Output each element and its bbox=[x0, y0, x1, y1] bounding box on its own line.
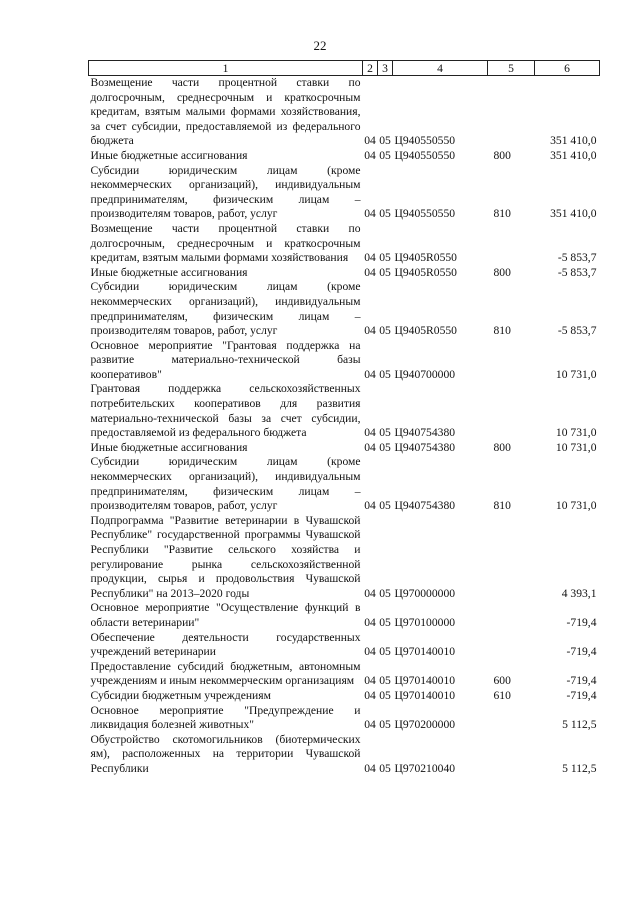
row-section-code: 04 bbox=[364, 426, 376, 440]
table-row bbox=[89, 689, 600, 704]
row-expense-type bbox=[488, 631, 535, 660]
row-amount: 10 731,0 bbox=[555, 426, 597, 440]
table-row bbox=[89, 455, 600, 513]
row-subsection-code: 05 bbox=[379, 148, 391, 162]
header-col-4: 4 bbox=[393, 61, 488, 76]
row-section-code: 04 bbox=[364, 645, 376, 659]
row-target-article: Ц970140010 bbox=[394, 674, 456, 688]
table-row bbox=[89, 631, 600, 660]
row-name: Возмещение части процентной ставки по долгосрочным, среднесрочным и краткосрочным кредитам, взятым малыми формами хозяйствования bbox=[90, 221, 361, 265]
row-subsection-code: 05 bbox=[379, 645, 391, 659]
row-subsection-code: 05 bbox=[379, 207, 391, 221]
row-section-code: 04 bbox=[364, 586, 376, 600]
row-target-article: Ц970200000 bbox=[394, 718, 456, 732]
row-target-article: Ц9405R0550 bbox=[394, 251, 457, 265]
table-row bbox=[89, 280, 600, 338]
row-target-article: Ц940754380 bbox=[394, 499, 456, 513]
row-target-article: Ц970000000 bbox=[394, 586, 456, 600]
row-expense-type bbox=[488, 601, 535, 630]
row-section-code: 04 bbox=[364, 674, 376, 688]
row-expense-type: 800 bbox=[493, 440, 511, 454]
table-row bbox=[89, 704, 600, 733]
row-subsection-code: 05 bbox=[379, 615, 391, 629]
row-subsection-code: 05 bbox=[379, 440, 391, 454]
row-name: Основное мероприятие "Грантовая поддержка на развитие материально-технической базы кооперативов" bbox=[90, 338, 361, 381]
row-target-article: Ц9405R0550 bbox=[394, 324, 457, 338]
row-expense-type bbox=[488, 704, 535, 733]
row-subsection-code: 05 bbox=[379, 586, 391, 600]
row-section-code: 04 bbox=[364, 718, 376, 732]
row-amount: 351 410,0 bbox=[550, 134, 597, 148]
row-target-article: Ц940550550 bbox=[394, 148, 456, 162]
row-name: Иные бюджетные ассигнования bbox=[90, 440, 248, 454]
header-col-2: 2 bbox=[363, 61, 378, 76]
row-expense-type bbox=[488, 382, 535, 440]
row-amount: 351 410,0 bbox=[550, 207, 597, 221]
row-subsection-code: 05 bbox=[379, 324, 391, 338]
row-section-code: 04 bbox=[364, 265, 376, 279]
table-row bbox=[89, 660, 600, 689]
row-section-code: 04 bbox=[364, 367, 376, 381]
table-body bbox=[89, 76, 600, 777]
row-section-code: 04 bbox=[364, 148, 376, 162]
row-target-article: Ц970140010 bbox=[394, 688, 456, 702]
row-name: Основное мероприятие "Предупреждение и ликвидация болезней животных" bbox=[90, 703, 361, 732]
row-amount: 10 731,0 bbox=[555, 367, 597, 381]
row-subsection-code: 05 bbox=[379, 718, 391, 732]
row-name: Основное мероприятие "Осуществление функций в области ветеринарии" bbox=[90, 601, 361, 629]
row-expense-type: 600 bbox=[493, 674, 511, 688]
table-row bbox=[89, 339, 600, 383]
row-amount: 5 112,5 bbox=[562, 718, 597, 732]
row-expense-type: 810 bbox=[493, 499, 511, 513]
row-subsection-code: 05 bbox=[379, 426, 391, 440]
table-row bbox=[89, 149, 600, 164]
row-name: Предоставление субсидий бюджетным, автономным учреждениям и иным некоммерческим организациям bbox=[90, 659, 361, 688]
header-col-1: 1 bbox=[89, 61, 363, 76]
row-amount: -719,4 bbox=[566, 688, 597, 702]
row-name: Иные бюджетные ассигнования bbox=[90, 148, 248, 162]
row-subsection-code: 05 bbox=[379, 761, 391, 775]
row-expense-type bbox=[488, 733, 535, 777]
row-subsection-code: 05 bbox=[379, 251, 391, 265]
row-target-article: Ц9405R0550 bbox=[394, 265, 457, 279]
row-amount: 351 410,0 bbox=[550, 148, 597, 162]
row-amount: -719,4 bbox=[566, 645, 597, 659]
row-expense-type: 810 bbox=[493, 207, 511, 221]
row-section-code: 04 bbox=[364, 251, 376, 265]
row-expense-type bbox=[488, 514, 535, 602]
row-expense-type: 610 bbox=[493, 688, 511, 702]
row-section-code: 04 bbox=[364, 440, 376, 454]
row-subsection-code: 05 bbox=[379, 134, 391, 148]
table-row bbox=[89, 514, 600, 602]
row-target-article: Ц970210040 bbox=[394, 761, 456, 775]
header-col-6: 6 bbox=[535, 61, 600, 76]
header-col-3: 3 bbox=[378, 61, 393, 76]
row-expense-type bbox=[488, 76, 535, 149]
row-name: Субсидии юридическим лицам (кроме некоммерческих организаций), индивидуальным предпринимателям, физическим лицам – производителям товаров, работ, услуг bbox=[90, 455, 361, 513]
row-target-article: Ц940754380 bbox=[394, 426, 456, 440]
row-target-article: Ц940754380 bbox=[394, 440, 456, 454]
row-subsection-code: 05 bbox=[379, 367, 391, 381]
table-row bbox=[89, 382, 600, 440]
row-name: Обустройство скотомогильников (биотермических ям), расположенных на территории Чувашской Республики bbox=[90, 732, 361, 775]
row-amount: -5 853,7 bbox=[557, 265, 597, 279]
row-amount: 5 112,5 bbox=[562, 761, 597, 775]
row-amount: -5 853,7 bbox=[557, 324, 597, 338]
table-row bbox=[89, 76, 600, 149]
row-section-code: 04 bbox=[364, 207, 376, 221]
row-name: Субсидии юридическим лицам (кроме некоммерческих организаций), индивидуальным предпринимателям, физическим лицам – производителям товаров, работ, услуг bbox=[90, 280, 361, 338]
row-amount: -719,4 bbox=[566, 674, 597, 688]
row-expense-type: 810 bbox=[493, 324, 511, 338]
row-section-code: 04 bbox=[364, 499, 376, 513]
row-subsection-code: 05 bbox=[379, 674, 391, 688]
row-expense-type: 800 bbox=[493, 265, 511, 279]
row-subsection-code: 05 bbox=[379, 265, 391, 279]
row-name: Грантовая поддержка сельскохозяйственных потребительских кооперативов для развития материально-технической базы за счет субсидии, предоставляемой из федерального бюджета bbox=[90, 382, 361, 440]
row-target-article: Ц940550550 bbox=[394, 134, 456, 148]
row-target-article: Ц970140010 bbox=[394, 645, 456, 659]
budget-table bbox=[88, 60, 600, 777]
row-section-code: 04 bbox=[364, 688, 376, 702]
row-name: Возмещение части процентной ставки по долгосрочным, среднесрочным и краткосрочным кредитам, взятым малыми формами хозяйствования, за счет субсидии, предоставляемой из федерального бюджета bbox=[90, 76, 361, 148]
row-amount: -719,4 bbox=[566, 615, 597, 629]
header-col-5: 5 bbox=[488, 61, 535, 76]
row-section-code: 04 bbox=[364, 761, 376, 775]
row-amount: 10 731,0 bbox=[555, 499, 597, 513]
row-name: Иные бюджетные ассигнования bbox=[90, 265, 248, 279]
row-target-article: Ц940700000 bbox=[394, 367, 456, 381]
row-expense-type: 800 bbox=[493, 148, 511, 162]
page-number: 22 bbox=[313, 38, 327, 53]
table-row bbox=[89, 601, 600, 630]
table-row bbox=[89, 733, 600, 777]
row-name: Субсидии бюджетным учреждениям bbox=[90, 688, 271, 702]
table-row bbox=[89, 441, 600, 456]
row-name: Обеспечение деятельности государственных учреждений ветеринарии bbox=[90, 630, 361, 659]
table-header bbox=[89, 61, 600, 76]
table-row bbox=[89, 222, 600, 266]
row-subsection-code: 05 bbox=[379, 688, 391, 702]
row-amount: 4 393,1 bbox=[561, 586, 597, 600]
row-expense-type bbox=[488, 339, 535, 383]
row-target-article: Ц940550550 bbox=[394, 207, 456, 221]
row-section-code: 04 bbox=[364, 615, 376, 629]
row-section-code: 04 bbox=[364, 324, 376, 338]
table-row bbox=[89, 164, 600, 222]
row-name: Подпрограмма "Развитие ветеринарии в Чувашской Республике" государственной программы Чувашской Республики "Развитие сельского хозяйства и регулирование рынка сельскохозяйственной продукции, сырья и продовольствия Чувашской Республики" на 2013–2020 годы bbox=[90, 513, 361, 600]
row-amount: -5 853,7 bbox=[557, 251, 597, 265]
table-row bbox=[89, 266, 600, 281]
row-expense-type bbox=[488, 222, 535, 266]
row-subsection-code: 05 bbox=[379, 499, 391, 513]
row-section-code: 04 bbox=[364, 134, 376, 148]
row-amount: 10 731,0 bbox=[555, 440, 597, 454]
row-target-article: Ц970100000 bbox=[394, 615, 456, 629]
row-name: Субсидии юридическим лицам (кроме некоммерческих организаций), индивидуальным предпринимателям, физическим лицам – производителям товаров, работ, услуг bbox=[90, 163, 361, 221]
